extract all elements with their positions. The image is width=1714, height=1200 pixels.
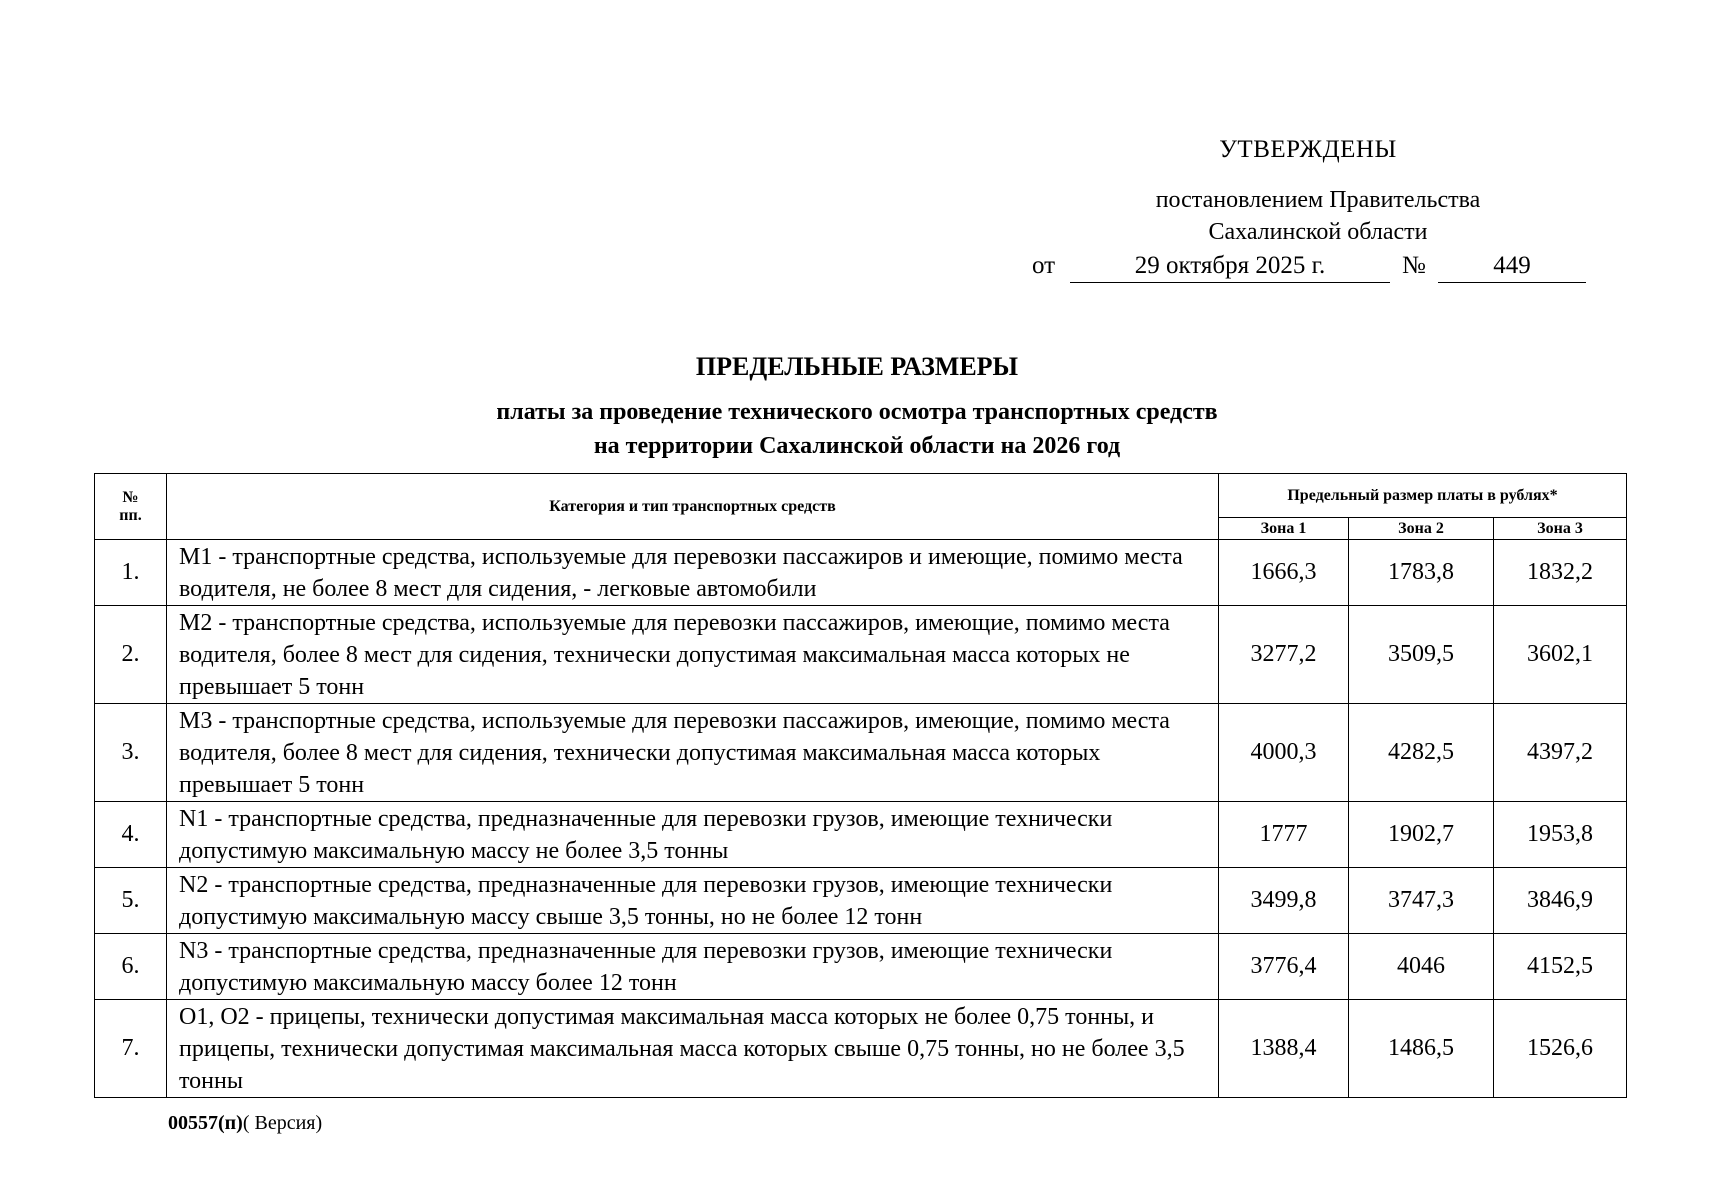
footer-document-code [168,1112,322,1135]
footer-code: 00557(п) [168,1112,243,1134]
table-row [95,1000,1627,1098]
document-subtitle-line-1: платы за проведение технического осмотра транспортных средств [496,399,1218,425]
zone-1-value: 1666,3 [1219,540,1349,606]
number-label: № [1402,252,1426,279]
document-title: ПРЕДЕЛЬНЫЕ РАЗМЕРЫ [695,352,1019,381]
row-number: 2. [95,606,167,704]
table-row [95,802,1627,868]
table-row [95,540,1627,606]
header-zone-2: Зона 2 [1349,518,1494,540]
row-description: М1 - транспортные средства, используемые для перевозки пассажиров и имеющие, помимо места водителя, не более 8 мест для сидения, - легковые автомобили [167,540,1219,606]
zone-3-value: 3846,9 [1494,868,1627,934]
zone-1-value: 3776,4 [1219,934,1349,1000]
zone-2-value: 3747,3 [1349,868,1494,934]
table-row [95,868,1627,934]
zone-2-value: 3509,5 [1349,606,1494,704]
zone-3-value: 1953,8 [1494,802,1627,868]
decree-line-1: постановлением Правительства [1155,187,1481,213]
decree-date: 29 октября 2025 г. [1070,252,1390,283]
header-category: Категория и тип транспортных средств [167,474,1219,540]
decree-number: 449 [1438,252,1586,283]
approval-block [1000,132,1714,292]
header-number [95,474,167,540]
zone-2-value: 1902,7 [1349,802,1494,868]
zone-2-value: 1486,5 [1349,1000,1494,1098]
row-number: 1. [95,540,167,606]
header-limit: Предельный размер платы в рублях* [1219,474,1627,518]
zone-2-value: 4282,5 [1349,704,1494,802]
zone-1-value: 3277,2 [1219,606,1349,704]
row-number: 6. [95,934,167,1000]
row-description: N1 - транспортные средства, предназначенные для перевозки грузов, имеющие технически допустимую максимальную массу не более 3,5 тонны [167,802,1219,868]
table-row [95,606,1627,704]
zone-1-value: 3499,8 [1219,868,1349,934]
zone-1-value: 1777 [1219,802,1349,868]
header-number-label: № пп. [119,488,142,524]
row-description: М3 - транспортные средства, используемые для перевозки пассажиров, имеющие, помимо места водителя, более 8 мест для сидения, технически допустимая максимальная масса которых превышает 5 тонн [167,704,1219,802]
header-zone-3: Зона 3 [1494,518,1627,540]
header-zone-1: Зона 1 [1219,518,1349,540]
approved-title: УТВЕРЖДЕНЫ [1219,136,1397,163]
document-subtitle-line-2: на территории Сахалинской области на 2026 год [593,433,1121,459]
tariff-table [94,473,1627,1098]
zone-3-value: 1526,6 [1494,1000,1627,1098]
table-row [95,934,1627,1000]
row-description: O1, O2 - прицепы, технически допустимая максимальная масса которых не более 0,75 тонны, и прицепы, технически допустимая максимальная масса которых свыше 0,75 тонны, но не более 3,5 тонны [167,1000,1219,1098]
zone-3-value: 4152,5 [1494,934,1627,1000]
decree-line-2: Сахалинской области [1208,219,1428,245]
row-number: 7. [95,1000,167,1098]
from-label: от [1032,252,1056,279]
zone-3-value: 3602,1 [1494,606,1627,704]
table-row [95,704,1627,802]
row-description: N3 - транспортные средства, предназначенные для перевозки грузов, имеющие технически допустимую максимальную массу более 12 тонн [167,934,1219,1000]
row-number: 3. [95,704,167,802]
zone-1-value: 4000,3 [1219,704,1349,802]
row-description: М2 - транспортные средства, используемые для перевозки пассажиров, имеющие, помимо места водителя, более 8 мест для сидения, технически допустимая максимальная масса которых не превышает 5 тонн [167,606,1219,704]
zone-1-value: 1388,4 [1219,1000,1349,1098]
row-number: 5. [95,868,167,934]
row-number: 4. [95,802,167,868]
zone-2-value: 4046 [1349,934,1494,1000]
zone-3-value: 1832,2 [1494,540,1627,606]
row-description: N2 - транспортные средства, предназначенные для перевозки грузов, имеющие технически допустимую максимальную массу свыше 3,5 тонны, но не более 12 тонн [167,868,1219,934]
zone-2-value: 1783,8 [1349,540,1494,606]
decree-date-row [1000,250,1714,286]
zone-3-value: 4397,2 [1494,704,1627,802]
footer-version: ( Версия) [242,1112,323,1134]
